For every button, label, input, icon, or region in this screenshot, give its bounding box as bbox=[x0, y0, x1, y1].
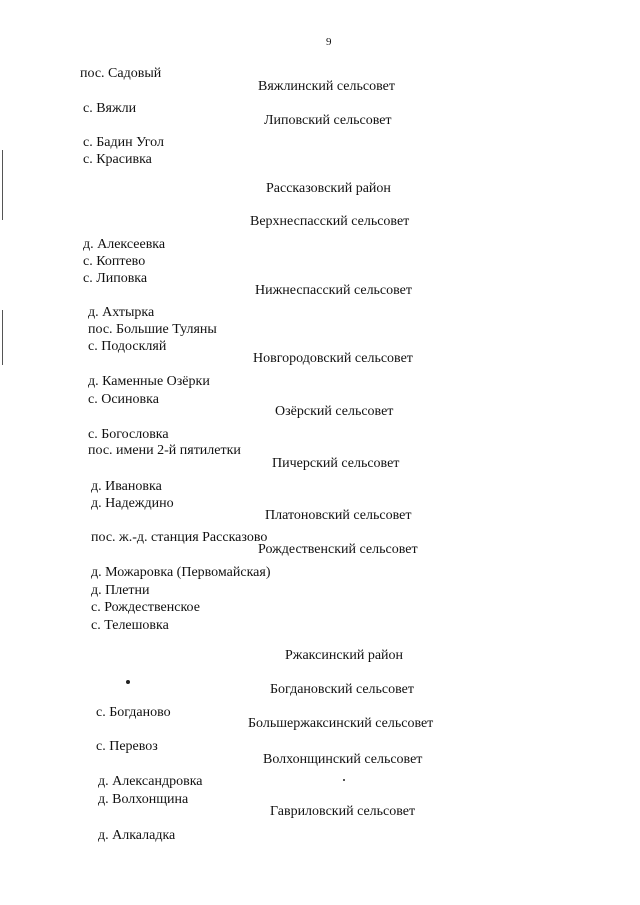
district-heading: Рассказовский район bbox=[266, 181, 391, 196]
settlement-line: пос. имени 2-й пятилетки bbox=[88, 443, 241, 458]
settlement-line: д. Надеждино bbox=[91, 496, 174, 511]
scan-dot bbox=[126, 680, 130, 684]
settlement-line: пос. Садовый bbox=[80, 66, 162, 81]
settlement-line: с. Бадин Угол bbox=[83, 135, 164, 150]
settlement-line: с. Вяжли bbox=[83, 101, 137, 116]
settlement-line: д. Ивановка bbox=[91, 479, 162, 494]
settlement-line: пос. ж.-д. станция Рассказово bbox=[91, 530, 268, 545]
settlement-line: д. Можаровка (Первомайская) bbox=[91, 565, 271, 580]
council-heading: Гавриловский сельсовет bbox=[270, 804, 416, 819]
council-heading: Богдановский сельсовет bbox=[270, 682, 414, 697]
settlement-line: с. Осиновка bbox=[88, 392, 159, 407]
settlement-line: с. Богословка bbox=[88, 427, 169, 442]
settlement-line: с. Красивка bbox=[83, 152, 152, 167]
settlement-line: д. Ахтырка bbox=[88, 305, 155, 320]
settlement-line: д. Алексеевка bbox=[83, 237, 166, 252]
council-heading: Рождественский сельсовет bbox=[258, 542, 418, 557]
district-heading: Ржаксинский район bbox=[285, 648, 404, 663]
settlement-line: пос. Большие Туляны bbox=[88, 322, 217, 337]
council-heading: Новгородовский сельсовет bbox=[253, 351, 413, 366]
scan-margin-mark bbox=[2, 310, 3, 365]
settlement-line: с. Коптево bbox=[83, 254, 146, 269]
council-heading: Большержаксинский сельсовет bbox=[248, 716, 434, 731]
settlement-line: с. Перевоз bbox=[96, 739, 158, 754]
settlement-line: д. Алкаладка bbox=[98, 828, 176, 843]
council-heading: Пичерский сельсовет bbox=[272, 456, 400, 471]
page-number: 9 bbox=[326, 36, 332, 48]
settlement-line: с. Богданово bbox=[96, 705, 171, 720]
council-heading: Платоновский сельсовет bbox=[265, 508, 412, 523]
settlement-line: с. Липовка bbox=[83, 271, 148, 286]
council-heading: Нижнеспасский сельсовет bbox=[255, 283, 413, 298]
settlement-line: д. Волхонщина bbox=[98, 792, 189, 807]
council-heading: Верхнеспасский сельсовет bbox=[250, 214, 410, 229]
council-heading: Волхонщинский сельсовет bbox=[263, 752, 423, 767]
settlement-line: с. Подоскляй bbox=[88, 339, 167, 354]
settlement-line: с. Телешовка bbox=[91, 618, 169, 633]
settlement-line: д. Каменные Озёрки bbox=[88, 374, 210, 389]
scan-dot bbox=[343, 779, 345, 781]
scan-margin-mark bbox=[2, 150, 3, 220]
council-heading: Вяжлинский сельсовет bbox=[258, 79, 395, 94]
settlement-line: д. Плетни bbox=[91, 583, 150, 598]
council-heading: Липовский сельсовет bbox=[264, 113, 392, 128]
settlement-line: с. Рождественское bbox=[91, 600, 200, 615]
settlement-line: д. Александровка bbox=[98, 774, 203, 789]
council-heading: Озёрский сельсовет bbox=[275, 404, 394, 419]
